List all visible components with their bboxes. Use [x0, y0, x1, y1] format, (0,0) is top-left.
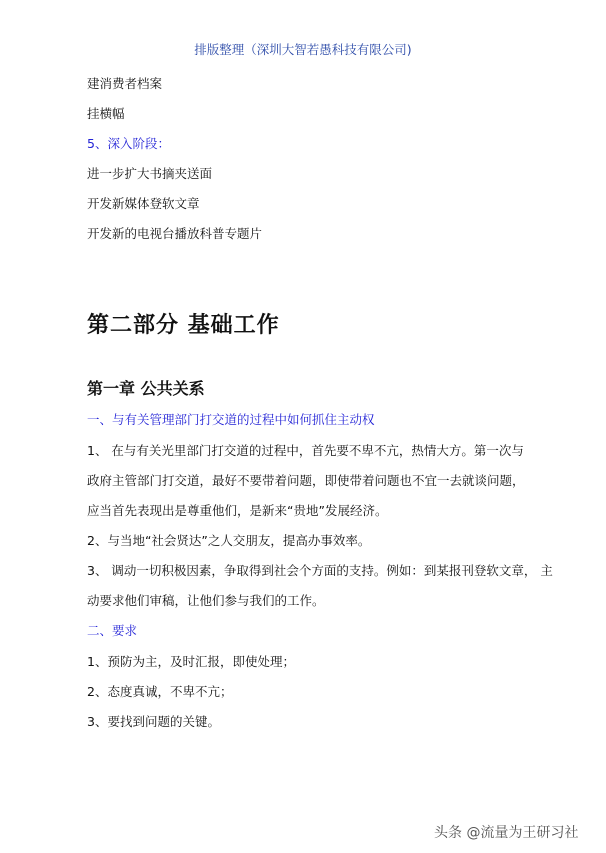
- paragraph-line: 动要求他们审稿，让他们参与我们的工作。: [87, 593, 325, 608]
- list-item: 2、态度真诚，不卑不亢；: [87, 684, 233, 699]
- paragraph-line: 2、与当地“社会贤达”之人交朋友，提高办事效率。: [87, 533, 371, 548]
- text-line: 挂横幅: [87, 106, 125, 121]
- paragraph-line: 3、 调动一切积极因素，争取得到社会个方面的支持。例如：到某报刊登软文章， 主: [87, 563, 553, 578]
- part-title: 第二部分 基础工作: [87, 313, 280, 338]
- section-heading: 二、要求: [87, 623, 138, 638]
- text-line: 建消费者档案: [87, 76, 163, 91]
- paragraph-line: 政府主管部门打交道，最好不要带着问题，即使带着问题也不宜一去就谈问题，: [87, 473, 525, 488]
- section-heading: 一、与有关管理部门打交道的过程中如何抓住主动权: [87, 412, 375, 427]
- text-line: 进一步扩大书摘夹送面: [87, 166, 213, 181]
- paragraph-line: 应当首先表现出是尊重他们，是新来“贵地”发展经济。: [87, 503, 388, 518]
- watermark: 头条 @流量为王研习社: [434, 825, 579, 841]
- chapter-title: 第一章 公共关系: [87, 379, 205, 398]
- text-line: 开发新的电视台播放科普专题片: [87, 226, 263, 241]
- stage-heading: 5、深入阶段：: [87, 136, 170, 151]
- document-header: 排版整理（深圳大智若愚科技有限公司): [194, 42, 412, 57]
- list-item: 1、预防为主，及时汇报，即使处理；: [87, 654, 295, 669]
- paragraph-line: 1、 在与有关光里部门打交道的过程中，首先要不卑不亢，热情大方。第一次与: [87, 443, 524, 458]
- text-line: 开发新媒体登软文章: [87, 196, 200, 211]
- list-item: 3、要找到问题的关键。: [87, 714, 220, 729]
